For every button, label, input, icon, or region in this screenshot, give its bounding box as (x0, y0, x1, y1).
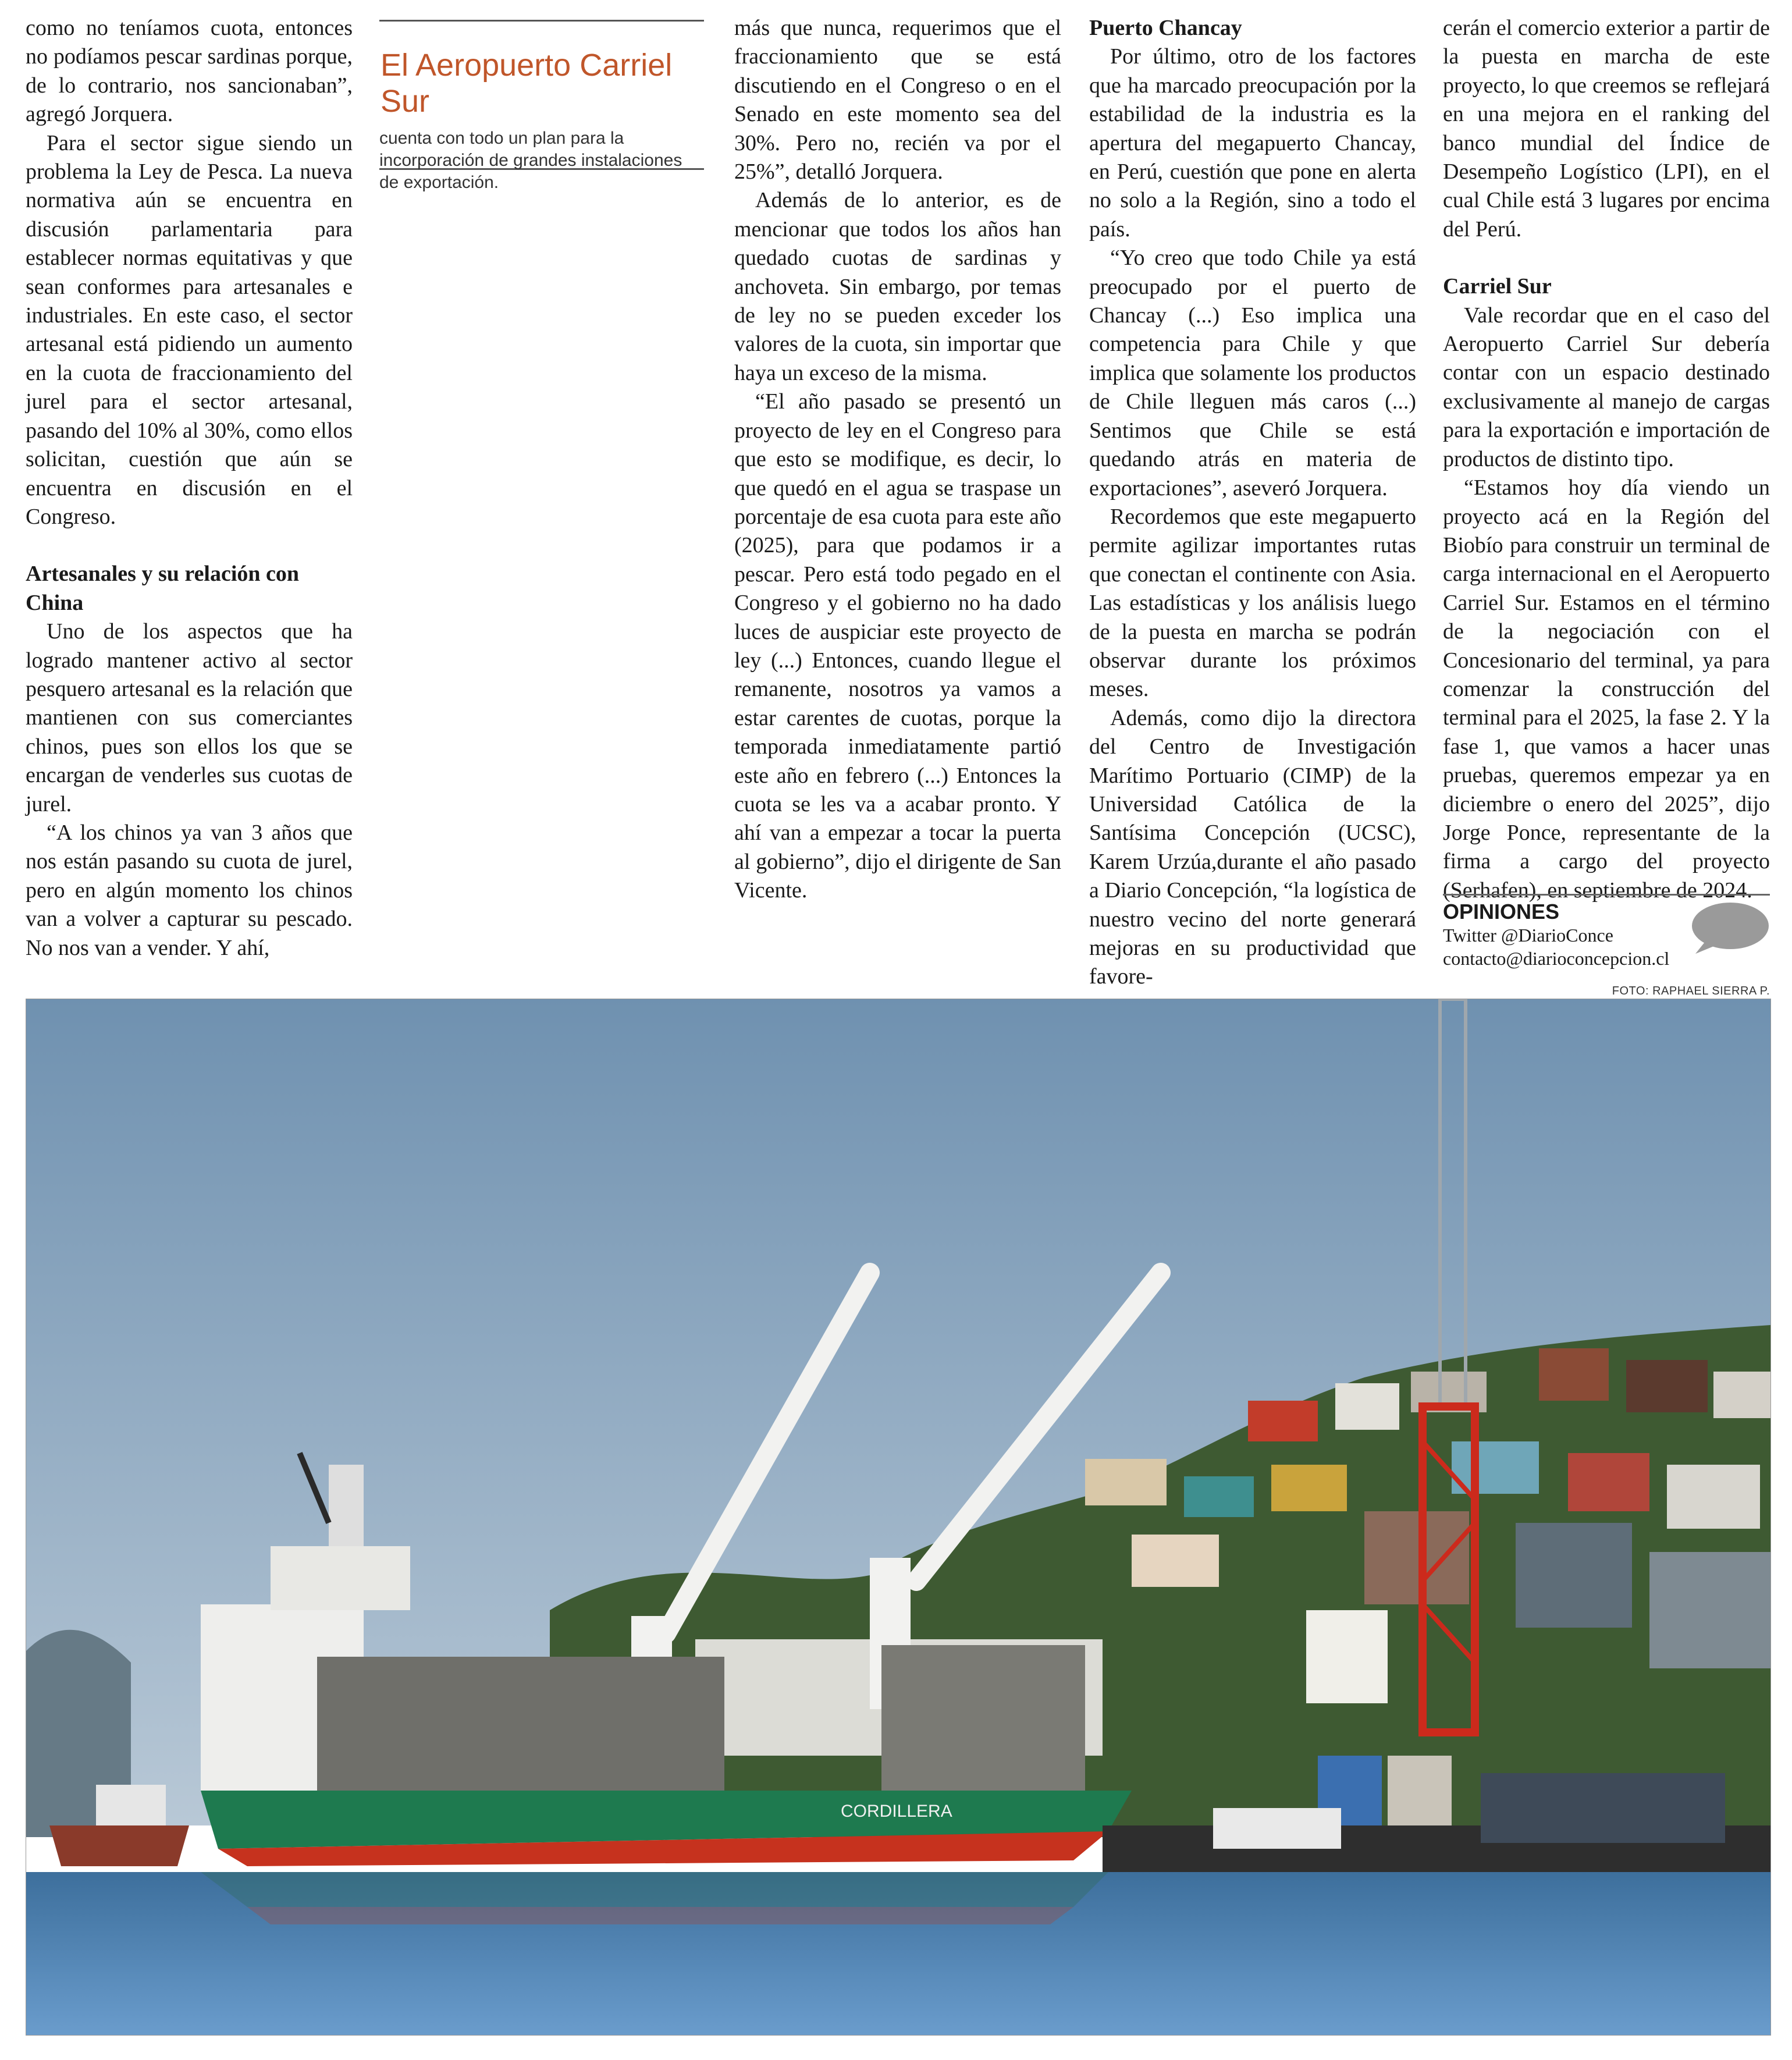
section-heading-chancay: Puerto Chancay (1089, 16, 1242, 40)
paragraph: “El año pasado se presentó un proyecto de ley en el Congreso para que esto se modifique, es decir, lo que quedó en el agua se traspase un porcentaje de esa cuota para este año (2025), para que podamos ir a pescar. Pero está todo pegado en el Congreso y el gobierno no ha dado luces de auspiciar este proyecto de ley (...) Entonces, cuando llegue el remanente, nosotros ya vamos a estar carentes de cuotas, porque la temporada inmediatamente partió este año en febrero (...) Entonces la cuota se les va a acabar pronto. Y ahí van a empezar a tocar la puerta al gobierno”, dijo el dirigente de San Vicente. (734, 389, 1061, 903)
paragraph: “A los chinos ya van 3 años que nos están pasando su cuota de jurel, pero en algún momento los chinos van a volver a capturar su pescado. No nos van a vender. Y ahí, (26, 820, 353, 960)
cargo-hatch (317, 1657, 724, 1791)
opinions-box (1443, 894, 1770, 970)
article-column-4 (1089, 14, 1416, 992)
fishing-boat (1481, 1773, 1725, 1843)
twitter-handle[interactable]: Twitter @DiarioConce (1443, 925, 1613, 946)
fishing-boat (49, 1825, 189, 1866)
paragraph: Recordemos que este megapuerto permite agilizar importantes rutas que conectan el continente con Asia. Las estadísticas y los análisis luego de la puesta en marcha se podrán observar durante los próximos meses. (1089, 504, 1416, 702)
article-column-3 (734, 14, 1061, 905)
paragraph: como no teníamos cuota, entonces no podíamos pescar sardinas porque, de lo contrario, nos sancionaban”, agregó Jorquera. (26, 16, 353, 127)
contact-email[interactable]: contacto@diarioconcepcion.cl (1443, 948, 1670, 969)
paragraph: cerán el comercio exterior a partir de la puesta en marcha de este proyecto, lo que creemos se reflejará en una mejora en el ranking del banco mundial del Índice de Desempeño Logístico (LPI), en el cual Chile está 3 lugares por encima del Perú. (1443, 16, 1770, 241)
opinions-title: OPINIONES (1443, 900, 1560, 924)
paragraph: más que nunca, requerimos que el fraccionamiento que se está discutiendo en el Congreso o en el Senado en este momento sea del 30%. Pero no, recién va por el 25%”, detalló Jorquera. (734, 16, 1061, 184)
cargo-hatch (881, 1645, 1085, 1791)
reflection (247, 1907, 1073, 1924)
paragraph: Además de lo anterior, es de mencionar que todos los años han quedado cuotas de sardinas y anchoveta. Sin embargo, por temas de ley no se pueden exceder los valores de la cuota, sin importar que haya un exceso de la misma. (734, 188, 1061, 385)
pull-quote-title: El Aeropuerto Carriel Sur (381, 48, 673, 119)
pull-quote (379, 20, 704, 192)
paragraph: “Estamos hoy día viendo un proyecto acá en la Región del Biobío para construir un terminal de carga internacional en el Aeropuerto Carriel Sur. Estamos en el término de la negociación con el Concesionario del terminal, ya para comenzar la construcción del terminal para el 2025, la fase 2. Y la fase 1, que vamos a hacer unas pruebas, queremos empezar ya en diciembre o enero del 2025”, dijo Jorge Ponce, representante de la firma a cargo del proyecto (Serhafen), en septiembre de 2024. (1443, 475, 1770, 903)
section-heading-china: Artesanales y su relación con China (26, 562, 300, 615)
pull-quote-text: cuenta con todo un plan para la incorporación de grandes instalaciones de exportación. (379, 129, 682, 192)
pilot-boat (1213, 1808, 1341, 1849)
article-column-1 (26, 14, 353, 962)
harbor-photo (26, 999, 1771, 2036)
section-heading-carriel-sur: Carriel Sur (1443, 274, 1552, 299)
article-column-5 (1443, 14, 1770, 905)
ship-name: CORDILLERA (841, 1802, 952, 1821)
paragraph: Por último, otro de los factores que ha marcado preocupación por la estabilidad de la industria es la apertura del megapuerto Chancay, en Perú, cuestión que pone en alerta no solo a la Región, sino a todo el país. (1089, 44, 1416, 241)
paragraph: “Yo creo que todo Chile ya está preocupado por el puerto de Chancay (...) Eso implica una competencia para Chile y que implica que solamente los productos de Chile lleguen más caros (...) Sentimos que Chile se está quedando atrás en materia de exportaciones”, aseveró Jorquera. (1089, 246, 1416, 500)
paragraph: Uno de los aspectos que ha logrado mantener activo al sector pesquero artesanal es la relación que mantienen con sus comerciantes chinos, pues son ellos los que se encargan de venderles sus cuotas de jurel. (26, 619, 353, 816)
harbor-illustration (26, 999, 1770, 2035)
speech-bubble-icon (1687, 901, 1770, 955)
paragraph: Además, como dijo la directora del Centro de Investigación Marítimo Portuario (CIMP) de la Universidad Católica de la Santísima Concepción (UCSC), Karem Urzúa,durante el año pasado a Diario Concepción, “la logística de nuestro vecino del norte generará mejoras en su productividad que favore- (1089, 705, 1416, 989)
reflection (201, 1872, 1108, 1907)
photo-credit: FOTO: RAPHAEL SIERRA P. (1612, 985, 1770, 997)
container (1388, 1756, 1452, 1825)
paragraph: Para el sector sigue siendo un problema la Ley de Pesca. La nueva normativa aún se encuentra en discusión parlamentaria para establecer normas equitativas y que sean conformes para artesanales e industriales. En este caso, el sector artesanal está pidiendo un aumento en la cuota de fraccionamiento del jurel para el sector artesanal, pasando del 10% al 30%, como ellos solicitan, cuestión que aún se encuentra en discusión en el Congreso. (26, 130, 353, 529)
paragraph: Vale recordar que en el caso del Aeropuerto Carriel Sur debería contar con un espacio destinado exclusivamente al manejo de cargas para la exportación e importación de productos de distinto tipo. (1443, 303, 1770, 471)
